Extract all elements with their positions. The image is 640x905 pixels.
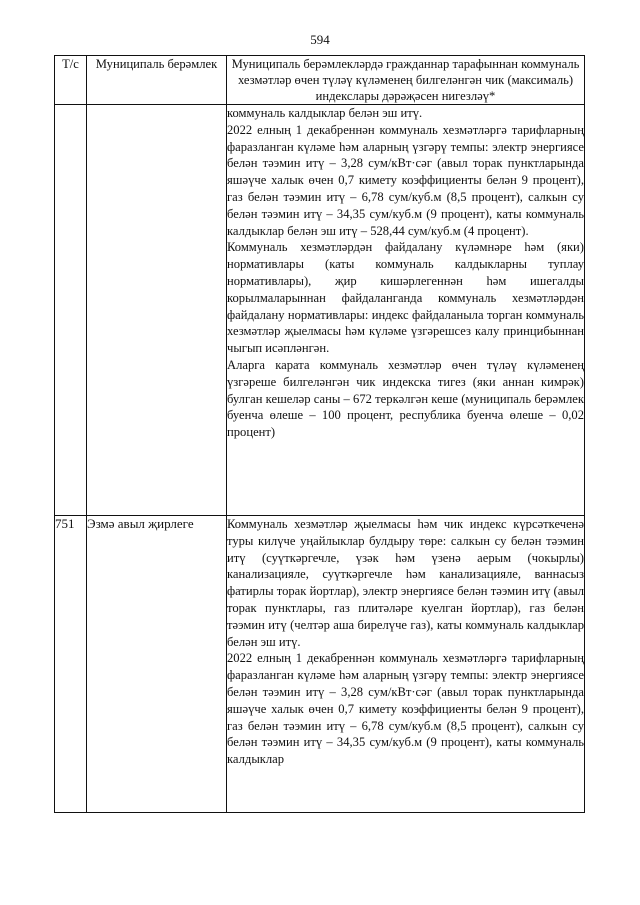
- table-row: [55, 105, 585, 516]
- table-row: [55, 516, 585, 813]
- paragraph: Коммуналь хезмәтләрдән файдалану күләмнәре һәм (яки) нормативлары (каты коммуналь калдыкларны туплау нормативлары), җир кишәрлегеннән һәм ишегалды корылмаларыннан файдаланганда коммуналь хезмәтләрдән файдалану нормативлары: индекс файдаланыла торган коммуналь хезмәтләр җыелмасы һәм күләме үзгәрешсез калу принцибыннан чыгып исәпләнгән.: [227, 240, 584, 356]
- paragraph: коммуналь калдыклар белән эш итү.: [227, 106, 423, 120]
- header-description: Муниципаль берәмлекләрдә гражданнар тарафыннан коммуналь хезмәтләр өчен түләү күләменең билгеләнгән чик (максималь) индекслары дәрәҗәсен нигезләү*: [227, 56, 585, 105]
- row-number: 751: [55, 516, 87, 813]
- tariff-table: [54, 55, 585, 813]
- row-number: [55, 105, 87, 516]
- row-description: [227, 516, 585, 813]
- header-municipality: Муниципаль берәмлек: [87, 56, 227, 105]
- row-description: [227, 105, 585, 516]
- row-municipality: Эзмә авыл җирлеге: [87, 516, 227, 813]
- paragraph: 2022 елның 1 декабреннән коммуналь хезмәтләргә тарифларның фаразланган күләме һәм аларның үзгәрү темпы: электр энергиясе белән тәэмин итү – 3,28 сум/кВт·сәг (авыл торак пунктларында яшәүче халык өчен 0,7 кимету коэффициенты белән 9 процент), газ белән тәэмин итү – 6,78 сум/куб.м (8,5 процент), салкын су белән тәэмин итү – 34,35 сум/куб.м (9 процент), каты коммуналь калдыклар белән эш итү – 528,44 сум/куб.м (4 процент).: [227, 122, 584, 238]
- page-number: 594: [310, 32, 330, 47]
- paragraph: Аларга карата коммуналь хезмәтләр өчен түләү күләменең үзгәреше билгеләнгән чик индекска тигез (яки аннан кимрәк) булган кешеләр саны – 672 теркәлгән кеше (муниципаль берәмлек буенча өлеше – 100 процент, республика буенча өлеше – 0,02 процент): [227, 357, 584, 440]
- row-municipality: [87, 105, 227, 516]
- header-number: Т/с: [55, 56, 87, 105]
- paragraph: 2022 елның 1 декабреннән коммуналь хезмәтләргә тарифларның фаразланган күләме һәм аларның үзгәрү темпы: электр энергиясе белән тәэмин итү – 3,28 сум/кВт·сәг (авыл торак пунктларында яшәүче халык өчен 0,7 кимету коэффициенты белән 9 процент), газ белән тәэмин итү – 6,78 сум/куб.м (8,5 процент), салкын су белән тәэмин итү – 34,35 сум/куб.м (9 процент), каты коммуналь калдыклар: [227, 651, 584, 767]
- paragraph: Коммуналь хезмәтләр җыелмасы һәм чик индекс күрсәткеченә туры килүче уңайлыклар булдыру төре: салкын су белән тәэмин итү (суүткәргечле, үзәк һәм үзенә аерым (чокырлы) канализацияле, суүткәргечле һәм канализацияле, ваннасыз фатирлы торак йортлар), электр энергиясе белән тәэмин итү (авыл торак пунктлары, газ плитәләре куелган йортлар), газ белән тәэмин итү (челтәр аша бирелүче газ), каты коммуналь калдыклар белән эш итү.: [227, 517, 584, 649]
- table-header-row: [55, 56, 585, 105]
